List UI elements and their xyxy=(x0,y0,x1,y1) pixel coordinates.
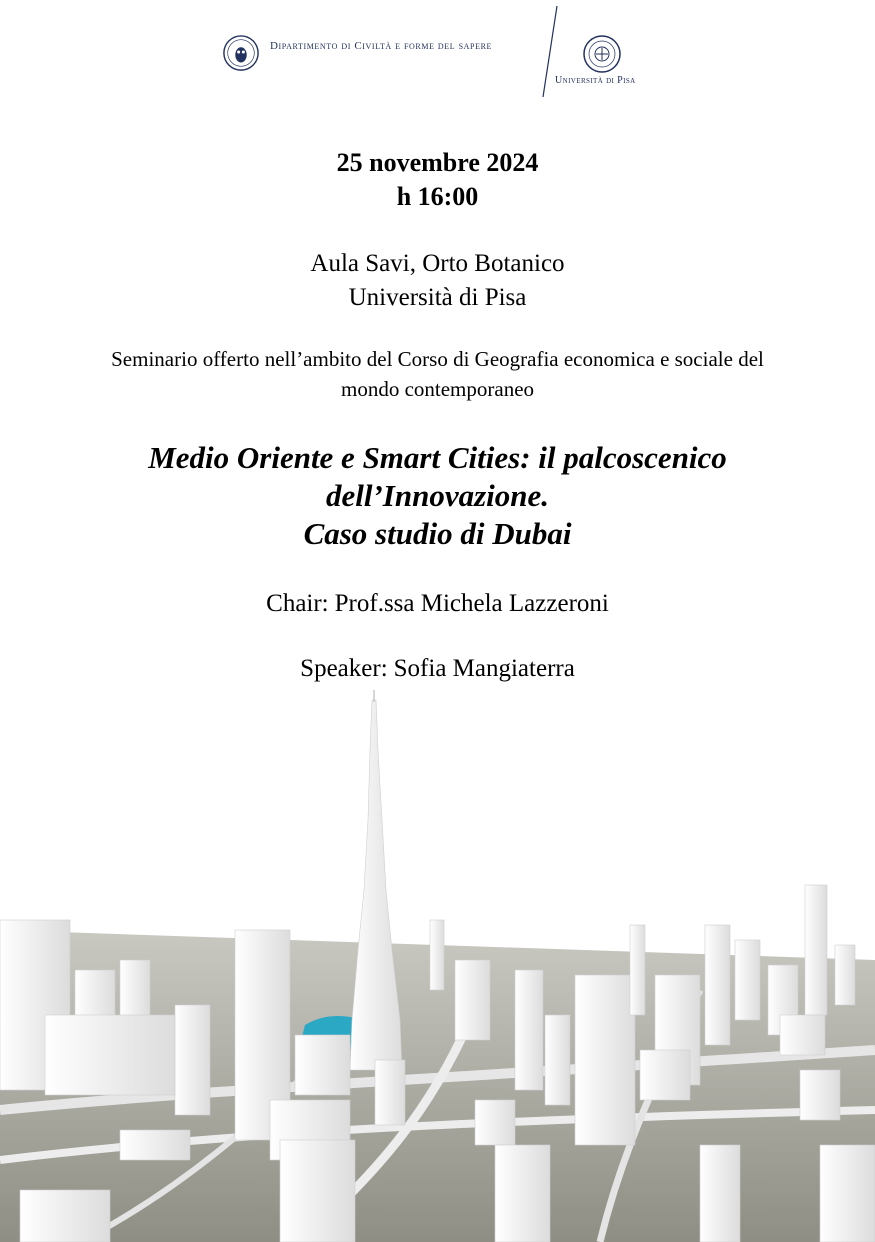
building xyxy=(475,1100,515,1145)
building xyxy=(800,1070,840,1120)
seminar-title-line-2: dell’Innovazione. xyxy=(325,478,550,513)
chair-line xyxy=(0,590,875,618)
venue-line-1: Aula Savi, Orto Botanico xyxy=(310,250,565,277)
building xyxy=(705,925,730,1045)
seminar-title-line-3: Caso studio di Dubai xyxy=(303,516,572,551)
dubai-cityscape-illustration xyxy=(0,690,875,1242)
building xyxy=(545,1015,570,1105)
building xyxy=(575,975,635,1145)
seminar-title-line-1: Medio Oriente e Smart Cities: il palcoscenico xyxy=(148,440,727,475)
building xyxy=(700,1145,740,1242)
burj-khalifa xyxy=(350,690,402,1070)
building xyxy=(495,1145,550,1242)
chair-label: Chair: xyxy=(266,590,329,617)
speaker-label: Speaker: xyxy=(300,655,388,682)
chair-name: Prof.ssa Michela Lazzeroni xyxy=(334,590,609,617)
building xyxy=(375,1060,405,1125)
building xyxy=(175,1005,210,1115)
event-date: 25 novembre 2024 xyxy=(336,148,539,177)
building xyxy=(515,970,543,1090)
university-name: Università di Pisa xyxy=(555,75,636,86)
building xyxy=(120,1130,190,1160)
building xyxy=(780,1015,825,1055)
seminar-description-line-2: mondo contemporaneo xyxy=(340,377,535,401)
building xyxy=(835,945,855,1005)
building xyxy=(295,1035,350,1095)
building xyxy=(20,1190,110,1242)
department-name: Dipartimento di Civiltà e forme del sapere xyxy=(270,40,492,52)
event-time: h 16:00 xyxy=(396,182,479,211)
university-seal-logo xyxy=(582,34,622,74)
building xyxy=(280,1140,355,1242)
building xyxy=(805,885,827,1015)
building xyxy=(735,940,760,1020)
building xyxy=(820,1145,875,1242)
department-seal-logo xyxy=(222,34,260,72)
building xyxy=(640,1050,690,1100)
building xyxy=(430,920,444,990)
building xyxy=(630,925,645,1015)
header xyxy=(0,0,875,105)
speaker-name: Sofia Mangiaterra xyxy=(393,655,575,682)
building xyxy=(45,1015,175,1095)
building xyxy=(455,960,490,1040)
speaker-line xyxy=(0,655,875,683)
seminar-description-line-1: Seminario offerto nell’ambito del Corso di Geografia economica e sociale del xyxy=(111,347,764,371)
venue-line-2: Università di Pisa xyxy=(348,284,527,311)
